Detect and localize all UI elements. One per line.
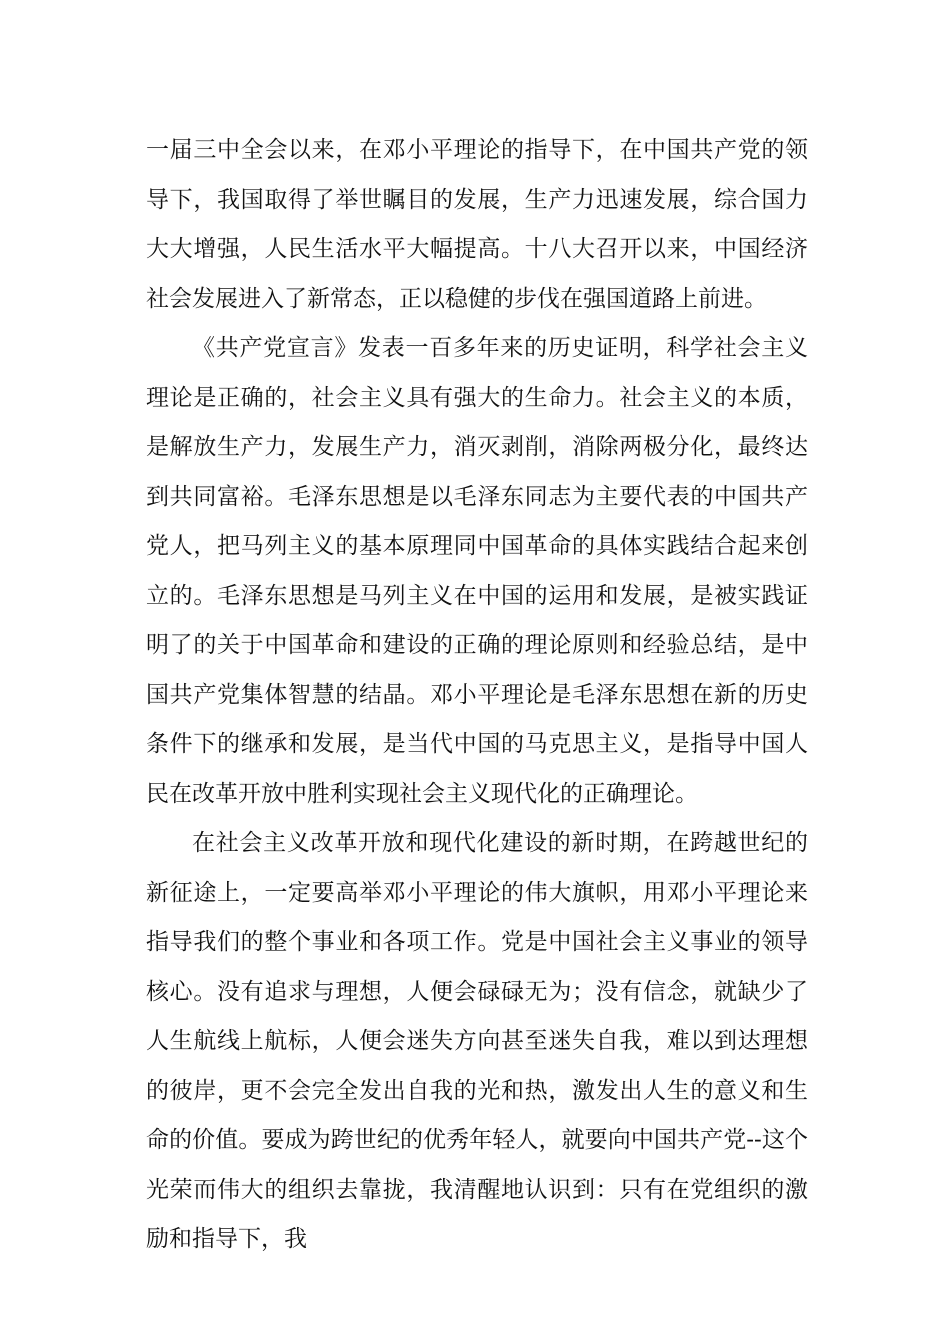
paragraph-3: 在社会主义改革开放和现代化建设的新时期，在跨越世纪的新征途上，一定要高举邓小平理论的伟大旗帜，用邓小平理论来指导我们的整个事业和各项工作。党是中国社会主义事业的领导核心。没有追求与理想，人便会碌碌无为；没有信念，就缺少了人生航线上航标，人便会迷失方向甚至迷失自我，难以到达理想的彼岸，更不会完全发出自我的光和热，激发出人生的意义和生命的价值。要成为跨世纪的优秀年轻人，就要向中国共产党--这个光荣而伟大的组织去靠拢，我清醒地认识到：只有在党组织的激励和指导下，我 (146, 830, 808, 1252)
paragraph-1: 一届三中全会以来，在邓小平理论的指导下，在中国共产党的领导下，我国取得了举世瞩目的发展，生产力迅速发展，综合国力大大增强，人民生活水平大幅提高。十八大召开以来，中国经济社会发展进入了新常态，正以稳健的步伐在强国道路上前进。 (146, 137, 808, 312)
paragraph-2: 《共产党宣言》发表一百多年来的历史证明，科学社会主义理论是正确的，社会主义具有强大的生命力。社会主义的本质，是解放生产力，发展生产力，消灭剥削，消除两极分化，最终达到共同富裕。毛泽东思想是以毛泽东同志为主要代表的中国共产党人，把马列主义的基本原理同中国革命的具体实践结合起来创立的。毛泽东思想是马列主义在中国的运用和发展，是被实践证明了的关于中国革命和建设的正确的理论原则和经验总结，是中国共产党集体智慧的结晶。邓小平理论是毛泽东思想在新的历史条件下的继承和发展，是当代中国的马克思主义，是指导中国人民在改革开放中胜利实现社会主义现代化的正确理论。 (146, 335, 808, 807)
document-body (146, 126, 808, 1265)
